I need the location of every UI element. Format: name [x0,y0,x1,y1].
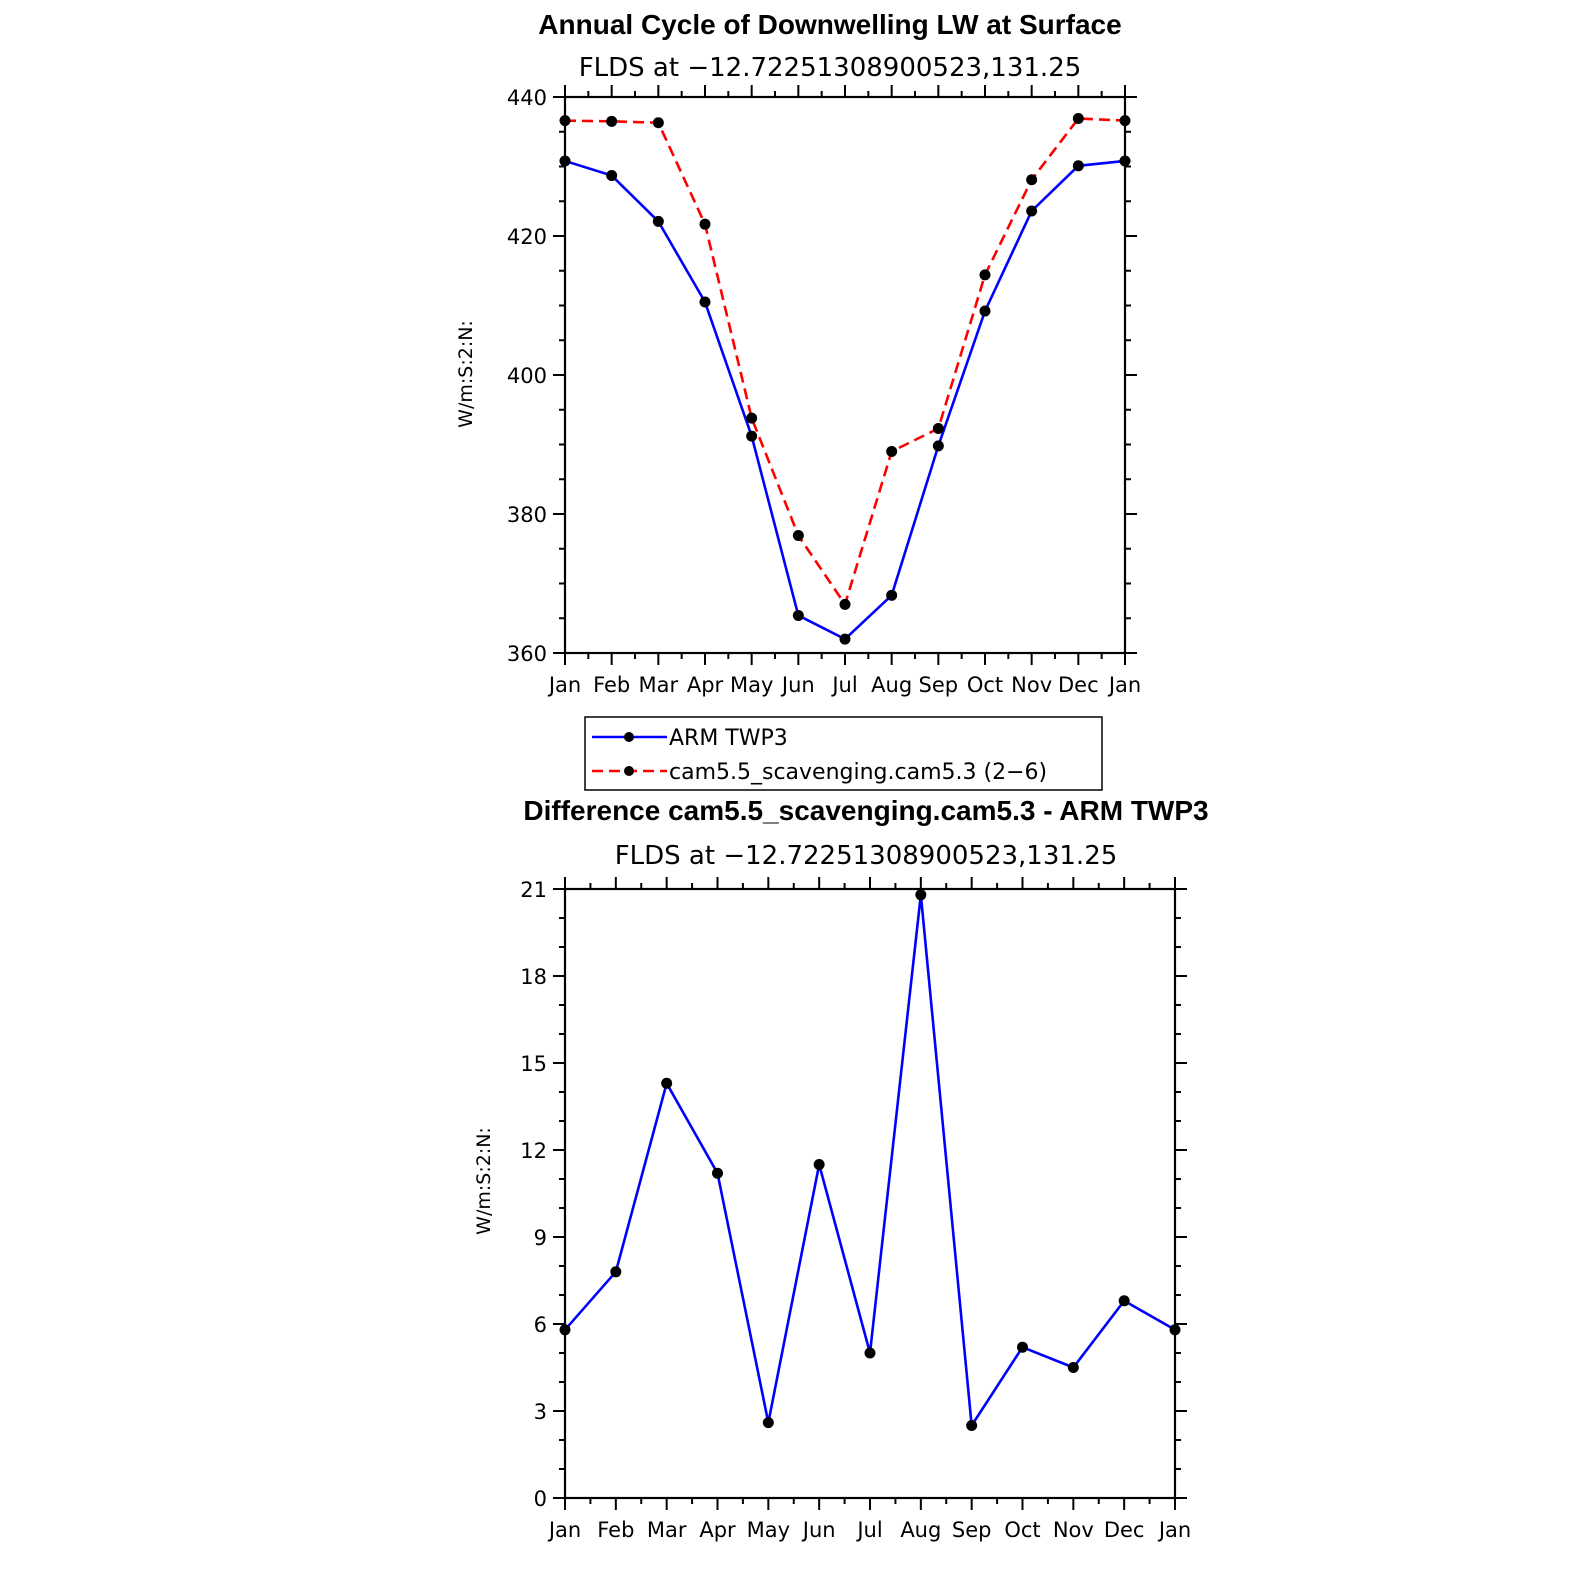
data-point [966,1420,977,1431]
data-point [1120,155,1131,166]
y-tick-label: 440 [506,86,547,110]
y-tick-label: 9 [533,1226,547,1250]
data-point [700,297,711,308]
x-tick-label: Jan [1108,673,1142,697]
y-tick-label: 380 [506,503,547,527]
data-point [1017,1342,1028,1353]
chart-subtitle: FLDS at −12.72251308900523,131.25 [578,53,1082,83]
x-tick-label: May [729,673,774,697]
data-point [661,1078,672,1089]
x-tick-label: Jan [548,673,582,697]
data-point [840,599,851,610]
data-point [610,1266,621,1277]
x-tick-label: Nov [1052,1518,1094,1542]
x-tick-label: Feb [593,673,631,697]
data-point [763,1417,774,1428]
data-point [1068,1362,1079,1373]
data-point [560,155,571,166]
y-axis-label: W/m:S:2:N: [473,1127,495,1235]
x-tick-label: Jul [857,1518,883,1542]
data-point [606,170,617,181]
legend-label-cam: cam5.5_scavenging.cam5.3 (2−6) [669,760,1048,785]
data-point [560,115,571,126]
y-tick-label: 360 [506,642,547,666]
data-point [700,219,711,230]
data-point [980,306,991,317]
series-line-0 [565,161,1125,639]
y-axis-label: W/m:S:2:N: [455,320,477,428]
y-tick-label: 15 [520,1052,547,1076]
x-tick-label: Nov [1011,673,1053,697]
y-tick-label: 18 [520,965,547,989]
x-tick-label: Apr [686,673,724,697]
data-point [793,610,804,621]
difference-chart [473,795,1209,1542]
x-tick-label: Oct [966,673,1004,697]
y-tick-label: 0 [533,1487,547,1511]
data-point [793,530,804,541]
x-tick-label: Aug [871,673,913,697]
data-point [606,116,617,127]
data-point [1119,1295,1130,1306]
x-tick-label: Jun [802,1518,836,1542]
y-tick-label: 3 [533,1400,547,1424]
x-tick-label: May [746,1518,791,1542]
data-point [1073,113,1084,124]
y-tick-label: 420 [506,225,547,249]
data-point [886,446,897,457]
y-tick-label: 21 [520,878,547,902]
plot-frame [565,889,1175,1498]
x-tick-label: Mar [638,673,679,697]
data-point [1170,1324,1181,1335]
data-point [1073,160,1084,171]
y-tick-label: 400 [506,364,547,388]
x-tick-label: Jul [832,673,858,697]
legend [585,717,1102,790]
legend-marker-cam [624,766,634,776]
legend-marker-arm [624,732,634,742]
x-tick-label: Jan [548,1518,582,1542]
legend-label-arm: ARM TWP3 [669,726,788,751]
data-point [1120,115,1131,126]
x-tick-label: Feb [597,1518,635,1542]
x-tick-label: Aug [900,1518,942,1542]
annual-cycle-chart [455,9,1141,697]
y-tick-label: 12 [520,1139,547,1163]
data-point [653,117,664,128]
data-point [712,1168,723,1179]
data-point [886,590,897,601]
data-point [933,440,944,451]
chart-title: Difference cam5.5_scavenging.cam5.3 - ARM TWP3 [523,795,1209,826]
data-point [933,423,944,434]
y-tick-label: 6 [533,1313,547,1337]
x-tick-label: Jun [781,673,815,697]
series-line-0 [565,895,1175,1426]
chart-subtitle: FLDS at −12.72251308900523,131.25 [614,841,1118,871]
data-point [915,889,926,900]
plot-frame [565,97,1125,653]
data-point [746,413,757,424]
x-tick-label: Jan [1158,1518,1192,1542]
x-tick-label: Dec [1058,673,1099,697]
chart-title: Annual Cycle of Downwelling LW at Surface [538,9,1122,40]
data-point [560,1324,571,1335]
x-tick-label: Mar [646,1518,687,1542]
x-tick-label: Sep [951,1518,992,1542]
data-point [814,1159,825,1170]
data-point [840,634,851,645]
series-line-1 [565,119,1125,605]
data-point [653,216,664,227]
data-point [746,431,757,442]
data-point [1026,205,1037,216]
x-tick-label: Oct [1004,1518,1041,1542]
x-tick-label: Apr [699,1518,736,1542]
data-point [1026,174,1037,185]
x-tick-label: Dec [1103,1518,1145,1542]
data-point [980,269,991,280]
x-tick-label: Sep [918,673,959,697]
data-point [865,1348,876,1359]
